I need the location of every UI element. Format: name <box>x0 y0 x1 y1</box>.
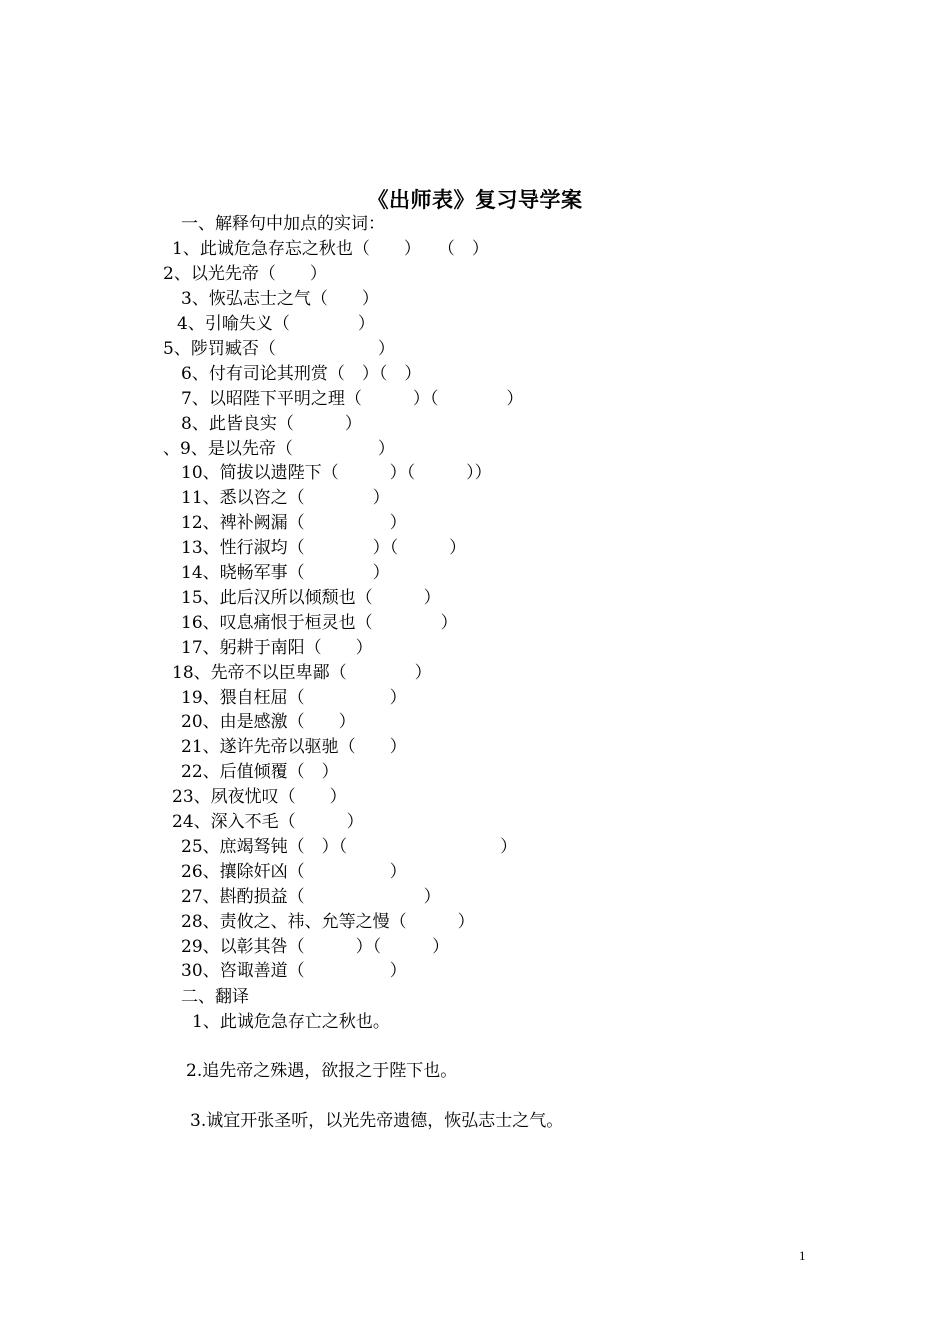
question-item: 7、以昭陛下平明之理（ ）（ ） <box>181 389 524 409</box>
question-item: 28、责攸之、祎、允等之慢（ ） <box>181 912 475 932</box>
question-item: 23、夙夜忧叹（ ） <box>172 787 347 807</box>
question-item: 18、先帝不以臣卑鄙（ ） <box>172 663 432 683</box>
question-item: 5、陟罚臧否（ ） <box>163 339 395 359</box>
question-item: 19、猥自枉屈（ ） <box>181 688 407 708</box>
question-item: 29、以彰其咎（ ）（ ） <box>181 937 450 957</box>
page-title: 《出师表》复习导学案 <box>367 187 583 212</box>
translation-item: 1、此诚危急存亡之秋也。 <box>192 1012 390 1032</box>
question-item: 3、恢弘志士之气（ ） <box>181 289 379 309</box>
translation-item: 2.追先帝之殊遇，欲报之于陛下也。 <box>186 1061 458 1081</box>
section2-heading: 二、翻译 <box>181 987 249 1007</box>
question-item: 16、叹息痛恨于桓灵也（ ） <box>181 613 458 633</box>
question-item: 25、庶竭驽钝（ ）（ ） <box>181 837 518 857</box>
translation-item: 3.诚宜开张圣听，以光先帝遗德，恢弘志士之气。 <box>190 1111 564 1131</box>
question-item: 30、咨诹善道（ ） <box>181 961 407 981</box>
question-item: 27、斟酌损益（ ） <box>181 887 441 907</box>
page-number: 1 <box>799 1248 806 1263</box>
question-item: 、9、是以先帝（ ） <box>163 439 395 459</box>
question-item: 14、晓畅军事（ ） <box>181 563 390 583</box>
question-item: 15、此后汉所以倾颓也（ ） <box>181 588 441 608</box>
question-item: 21、遂许先帝以驱驰（ ） <box>181 737 407 757</box>
question-item: 11、悉以咨之（ ） <box>181 488 390 508</box>
question-item: 24、深入不毛（ ） <box>172 812 364 832</box>
question-item: 8、此皆良实（ ） <box>181 414 362 434</box>
question-item: 26、攘除奸凶（ ） <box>181 862 407 882</box>
question-item: 20、由是感激（ ） <box>181 712 356 732</box>
question-item: 4、引喻失义（ ） <box>177 314 375 334</box>
question-item: 17、躬耕于南阳（ ） <box>181 638 373 658</box>
question-item: 6、付有司论其刑赏（ ）（ ） <box>181 364 422 384</box>
question-item: 13、性行淑均（ ）（ ） <box>181 538 467 558</box>
question-item: 1、此诚危急存忘之秋也（ ） （ ） <box>172 239 489 259</box>
question-item: 22、后值倾覆（ ） <box>181 762 339 782</box>
question-item: 12、裨补阙漏（ ） <box>181 513 407 533</box>
section1-heading: 一、解释句中加点的实词： <box>181 214 385 234</box>
question-item: 2、以光先帝（ ） <box>163 264 327 284</box>
question-item: 10、简拔以遗陛下（ ）（ ）） <box>181 463 492 483</box>
